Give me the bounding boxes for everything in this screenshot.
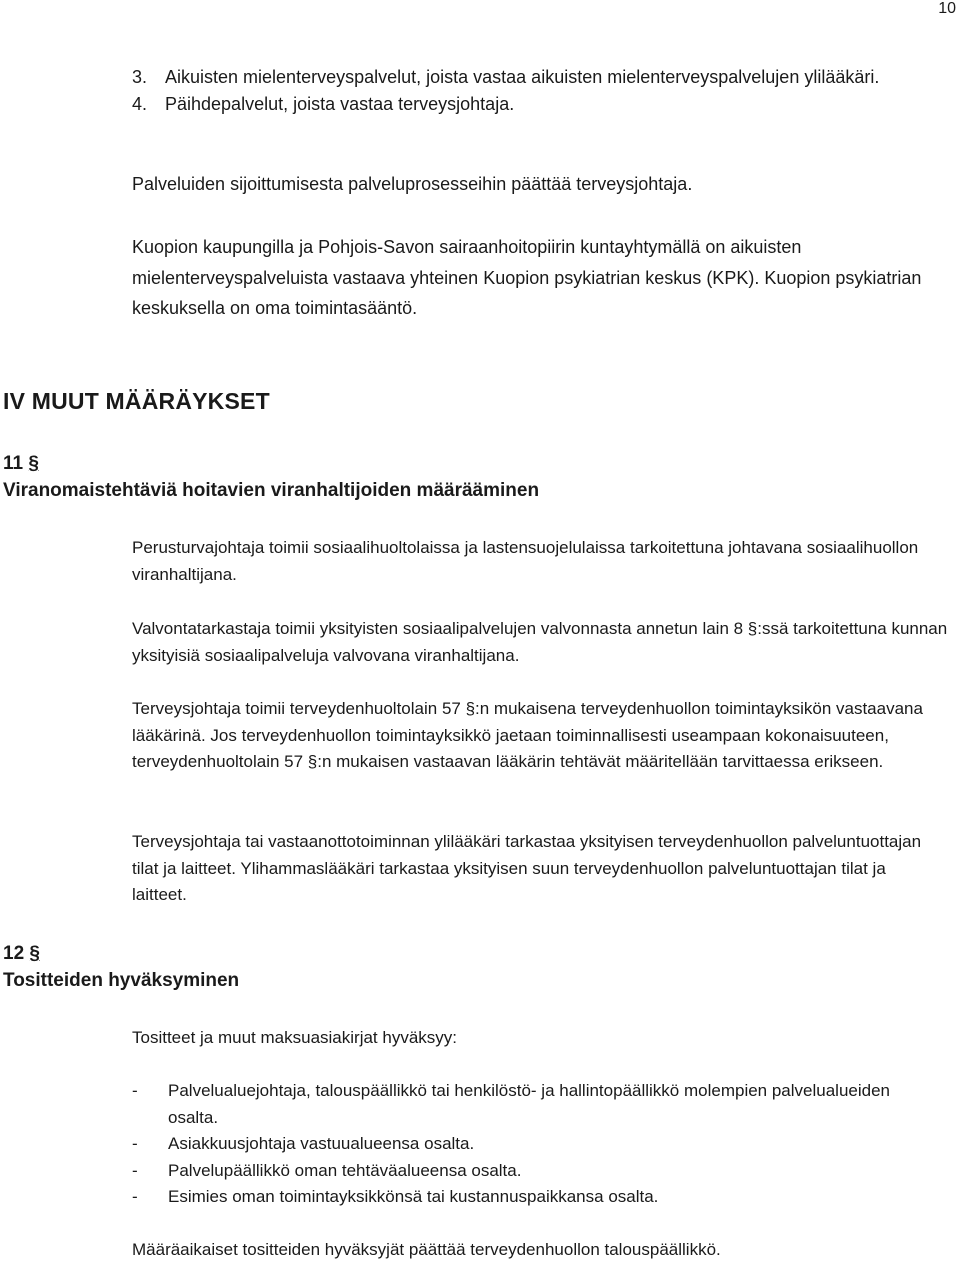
list-item bbox=[132, 64, 892, 91]
list-item-text: Palvelualuejohtaja, talouspäällikkö tai henkilöstö- ja hallintopäällikkö molempien palvelualueiden osalta. bbox=[168, 1081, 891, 1127]
page-number: 10 bbox=[938, 0, 956, 17]
list-bullet: - bbox=[132, 1134, 138, 1153]
chapter-title: IV MUUT MÄÄRÄYKSET bbox=[3, 388, 270, 414]
section-11-paragraph: Perusturvajohtaja toimii sosiaalihuoltolaissa ja lastensuojelulaissa tarkoitettuna johtavana sosiaalihuollon viranhaltijana. bbox=[132, 538, 919, 584]
intro-list bbox=[132, 64, 892, 117]
list-item bbox=[132, 1184, 912, 1211]
section-symbol: § bbox=[29, 943, 40, 964]
list-item-text: Palvelupäällikkö oman tehtäväalueensa osalta. bbox=[168, 1160, 522, 1180]
list-item bbox=[132, 1078, 912, 1131]
section-11-heading bbox=[3, 450, 539, 504]
list-item-number: 4. bbox=[132, 93, 148, 114]
section-12-intro: Tositteet ja muut maksuasiakirjat hyväksyy: bbox=[132, 1028, 458, 1047]
list-item-text: Esimies oman toimintayksikkönsä tai kustannuspaikkansa osalta. bbox=[168, 1187, 659, 1206]
list-bullet: - bbox=[132, 1081, 138, 1100]
list-item bbox=[132, 1158, 912, 1185]
section-symbol: § bbox=[28, 453, 39, 474]
list-item-number: 3. bbox=[132, 67, 148, 87]
section-11-paragraph: Valvontatarkastaja toimii yksityisten sosiaalipalvelujen valvonnasta annetun lain 8 §:ssä tarkoitettuna kunnan yksityisiä sosiaalipalveluja valvovana viranhaltijana. bbox=[132, 619, 948, 665]
section-title: Tositteiden hyväksyminen bbox=[3, 970, 240, 991]
list-bullet: - bbox=[132, 1187, 138, 1206]
intro-paragraph: Kuopion kaupungilla ja Pohjois-Savon sairaanhoitopiirin kuntayhtymällä on aikuisten mielenterveyspalveluista vastaava yhteinen Kuopion psykiatrian keskus (KPK). Kuopion psykiatrian keskuksella on oma toimintasääntö. bbox=[132, 237, 922, 318]
list-bullet: - bbox=[132, 1160, 138, 1180]
list-item-text: Aikuisten mielenterveyspalvelut, joista vastaa aikuisten mielenterveyspalvelujen ylilääkäri. bbox=[165, 67, 880, 87]
section-12-heading bbox=[3, 940, 239, 994]
approver-list bbox=[132, 1078, 912, 1211]
section-12-closing: Määräaikaiset tositteiden hyväksyjät päättää terveydenhuollon talouspäällikkö. bbox=[132, 1240, 721, 1259]
section-title: Viranomaistehtäviä hoitavien viranhaltijoiden määrääminen bbox=[3, 480, 540, 501]
list-item-text: Asiakkuusjohtaja vastuualueensa osalta. bbox=[168, 1134, 475, 1153]
list-item bbox=[132, 91, 892, 118]
list-item bbox=[132, 1131, 912, 1158]
section-11-paragraph: Terveysjohtaja toimii terveydenhuoltolain 57 §:n mukaisena terveydenhuollon toimintayksikön vastaavana lääkärinä. Jos terveydenhuollon toimintayksikkö jaetaan toiminnallisesti useampaan kokonaisuuteen, terveydenhuoltolain 57 §:n mukaisen vastaavan lääkärin tehtävät määritellään tarvittaessa erikseen. bbox=[132, 699, 923, 771]
section-11-paragraph: Terveysjohtaja tai vastaanottotoiminnan ylilääkäri tarkastaa yksityisen terveydenhuollon palveluntuottajan tilat ja laitteet. Ylihammaslääkäri tarkastaa yksityisen suun terveydenhuollon palveluntuottajan tilat ja laitteet. bbox=[132, 832, 922, 904]
section-number: 12 bbox=[3, 943, 25, 964]
section-number: 11 bbox=[3, 453, 24, 474]
intro-paragraph: Palveluiden sijoittumisesta palveluprosesseihin päättää terveysjohtaja. bbox=[132, 174, 693, 194]
list-item-text: Päihdepalvelut, joista vastaa terveysjohtaja. bbox=[165, 93, 515, 114]
